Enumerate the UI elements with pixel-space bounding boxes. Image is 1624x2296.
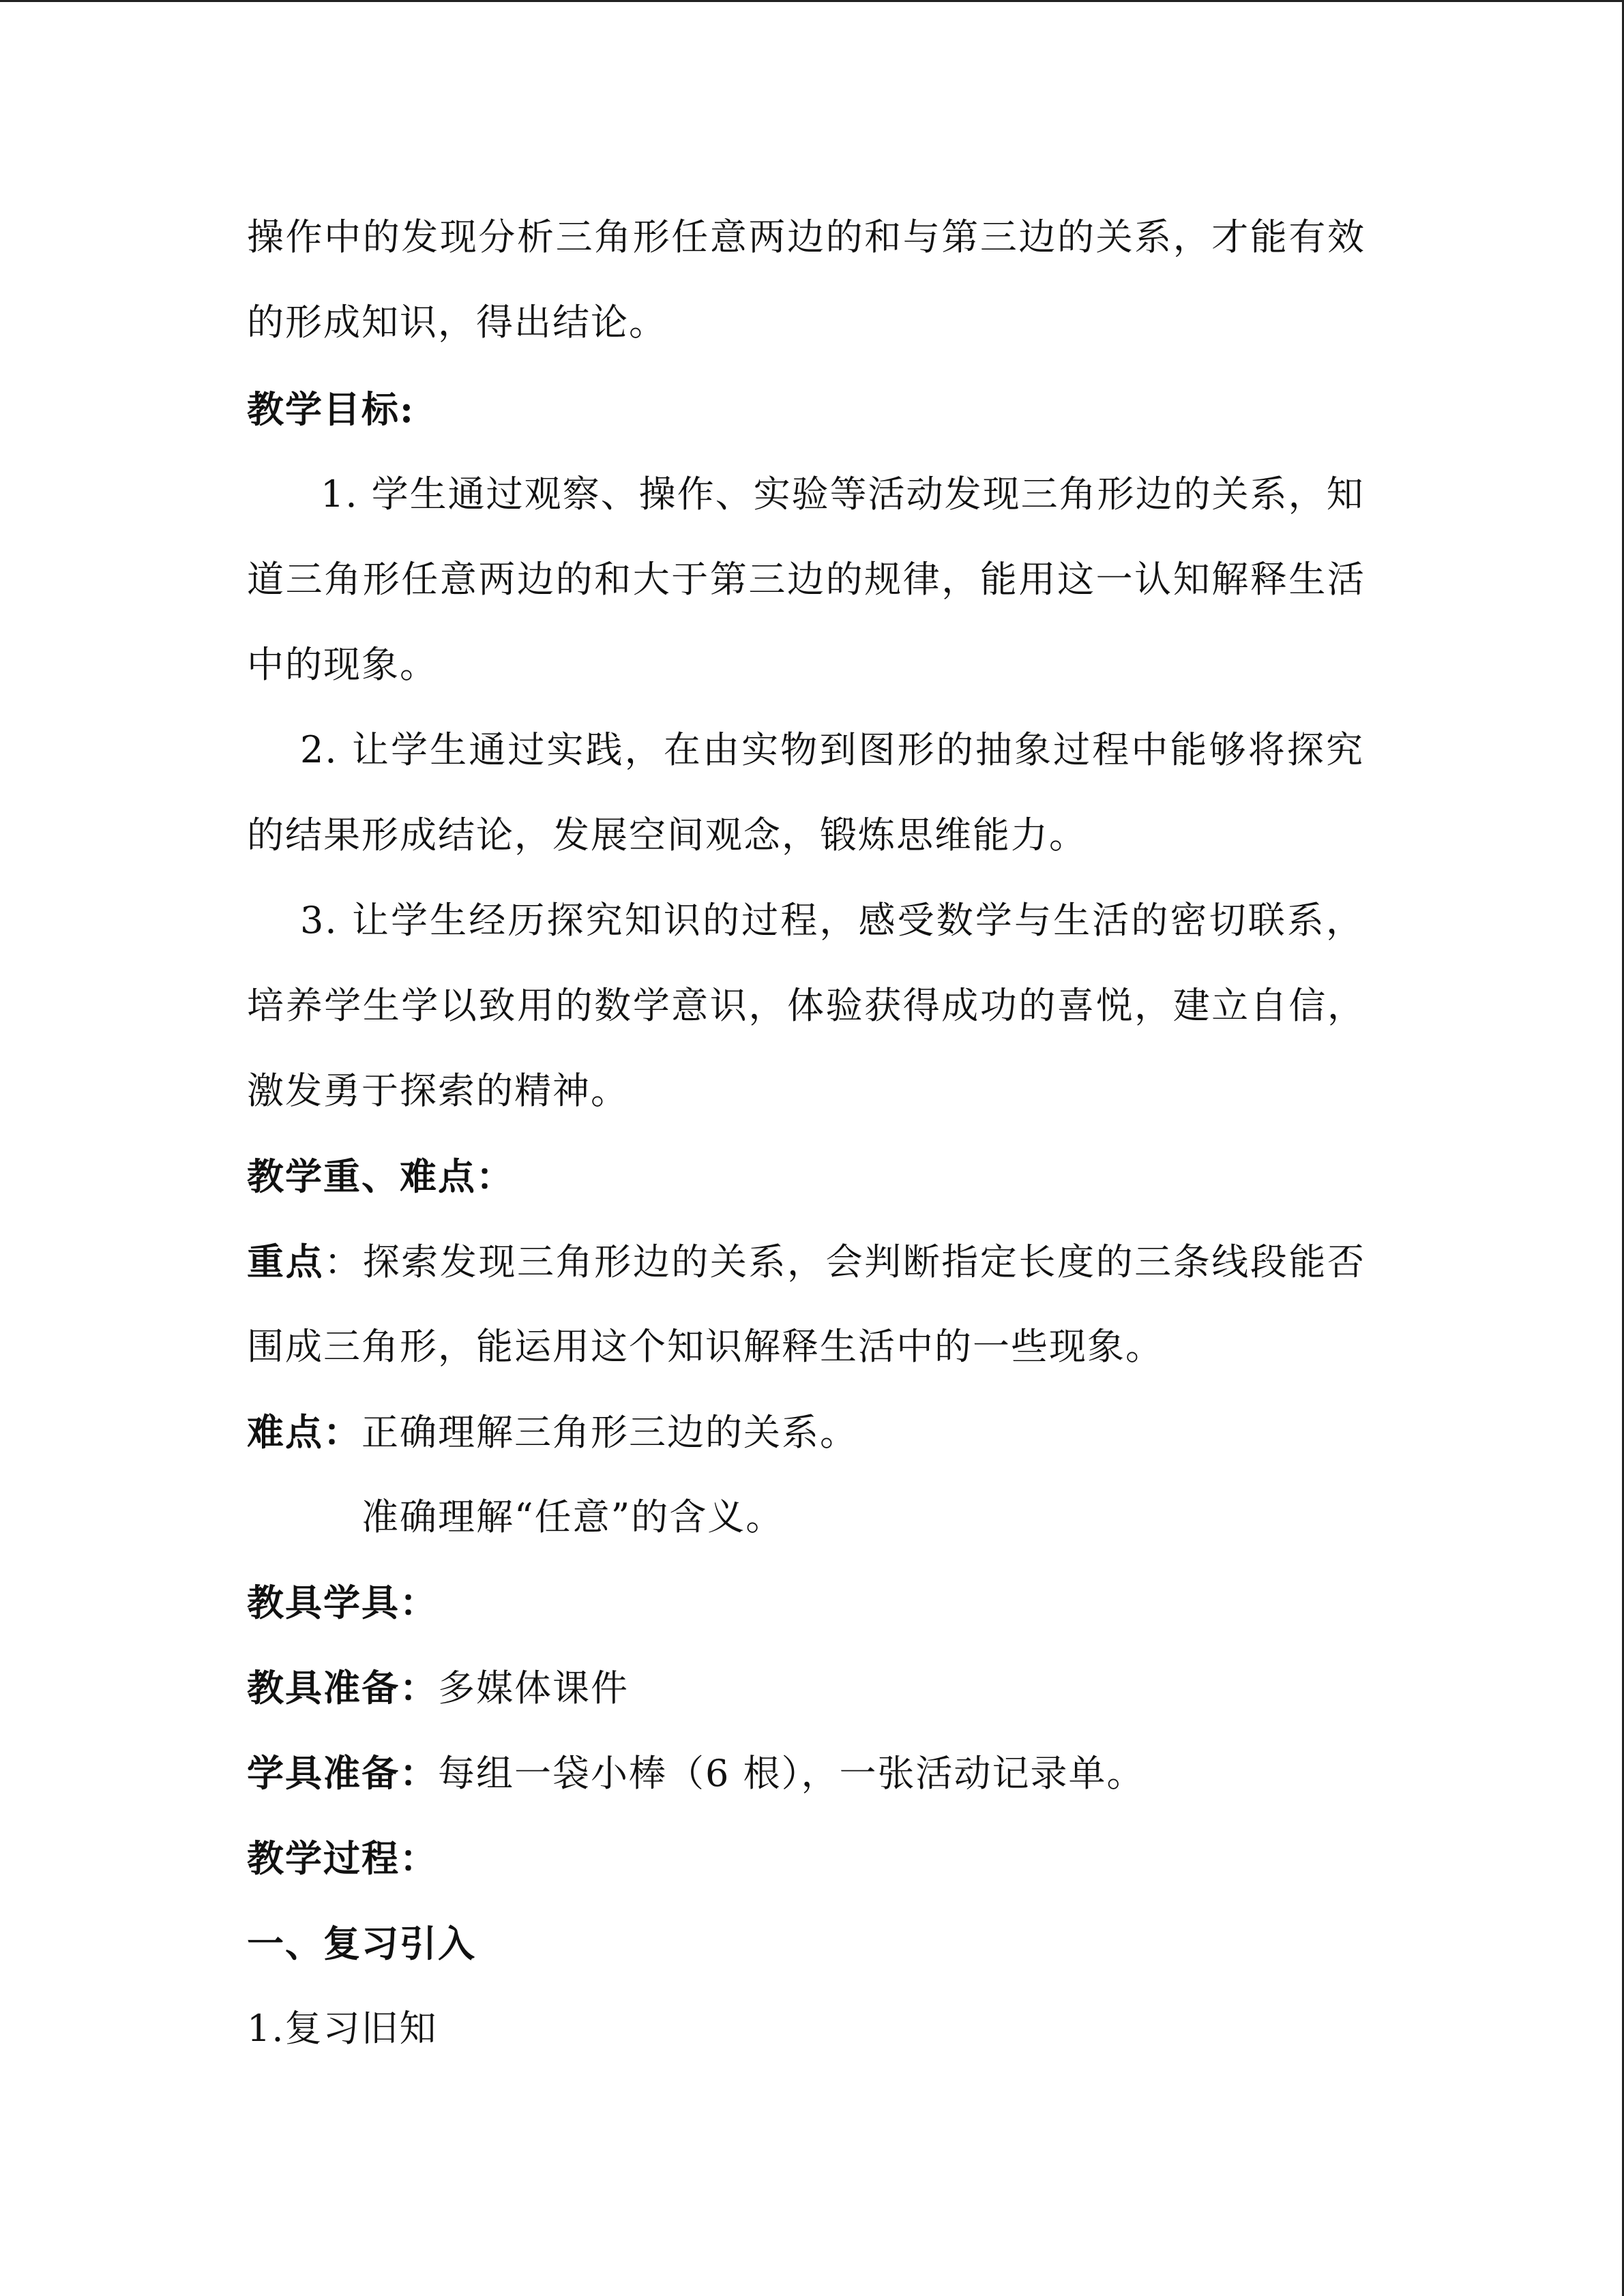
goal-3-line: 3. 让学生经历探究知识的过程，感受数学与生活的密切联系， <box>300 899 1364 942</box>
goal-3-line: 培养学生学以致用的数学意识，体验获得成功的喜悦，建立自信， <box>247 984 1365 1027</box>
list-item: 1.复习旧知 <box>247 2007 438 2050</box>
top-border <box>0 0 1624 2</box>
student-tools-line <box>247 1749 1365 1798</box>
heading-teaching-goals: 教学目标: <box>247 387 415 431</box>
goal-1-line: 中的现象。 <box>247 643 438 686</box>
difficult-point-label: 难点： <box>247 1410 361 1454</box>
student-tools-value: 每组一袋小棒（6 根），一张活动记录单。 <box>438 1752 1145 1795</box>
paragraph-line: 操作中的发现分析三角形任意两边的和与第三边的关系，才能有效 <box>247 215 1365 258</box>
difficult-point-line <box>247 1408 1365 1457</box>
goal-1-line: 1. 学生通过观察、操作、实验等活动发现三角形边的关系，知 <box>321 473 1365 516</box>
goal-2-line: 的结果形成结论，发展空间观念，锻炼思维能力。 <box>247 814 1087 856</box>
section-heading: 一、复习引入 <box>247 1922 476 1965</box>
key-point-line: 围成三角形，能运用这个知识解释生活中的一些现象。 <box>247 1325 1164 1368</box>
difficult-point-text: 正确理解三角形三边的关系。 <box>361 1411 858 1454</box>
teacher-tools-line <box>247 1664 1365 1712</box>
goal-1-line: 道三角形任意两边的和大于第三边的规律，能用这一认知解释生活 <box>247 558 1365 601</box>
paragraph-line: 的形成知识，得出结论。 <box>247 301 667 344</box>
goal-3-line: 激发勇于探索的精神。 <box>247 1069 629 1112</box>
heading-teaching-tools: 教具学具： <box>247 1581 438 1624</box>
key-point-text: ：探索发现三角形边的关系，会判断指定长度的三条线段能否 <box>324 1240 1366 1283</box>
difficult-point-line: 准确理解“任意”的含义。 <box>361 1495 784 1538</box>
heading-teaching-process: 教学过程： <box>247 1836 438 1880</box>
goal-2-line: 2. 让学生通过实践，在由实物到图形的抽象过程中能够将探究 <box>300 728 1364 771</box>
teacher-tools-label: 教具准备： <box>247 1666 438 1710</box>
key-point-line <box>247 1238 1365 1286</box>
student-tools-label: 学具准备： <box>247 1751 438 1795</box>
heading-key-difficult-points: 教学重、难点： <box>247 1154 514 1198</box>
teacher-tools-value: 多媒体课件 <box>438 1667 629 1710</box>
key-point-label: 重点 <box>247 1240 325 1283</box>
